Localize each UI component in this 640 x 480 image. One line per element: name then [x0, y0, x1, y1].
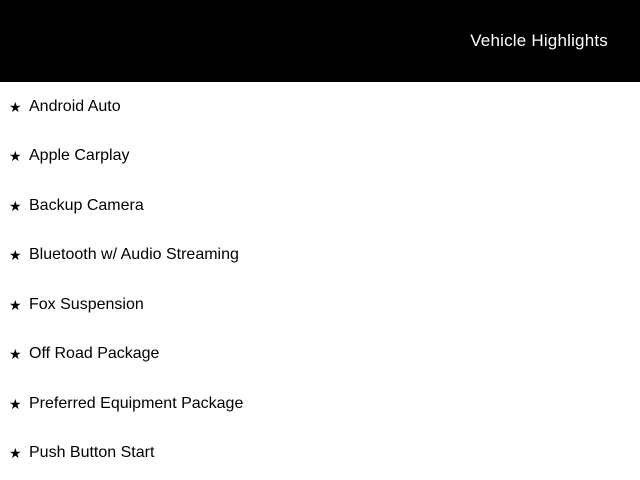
- list-item: [0, 330, 640, 380]
- list-item: [0, 231, 640, 281]
- star-bullet-icon: ★: [9, 346, 22, 363]
- highlight-label: Backup Camera: [29, 196, 144, 214]
- star-bullet-icon: ★: [9, 247, 22, 264]
- page-title: Vehicle Highlights: [470, 31, 608, 50]
- highlight-label: Preferred Equipment Package: [29, 394, 244, 412]
- list-item: [0, 280, 640, 330]
- star-bullet-icon: ★: [9, 197, 22, 214]
- star-bullet-icon: ★: [9, 148, 22, 165]
- highlight-label: Fox Suspension: [29, 295, 144, 313]
- star-bullet-icon: ★: [9, 296, 22, 313]
- star-bullet-icon: ★: [9, 445, 22, 462]
- star-bullet-icon: ★: [9, 395, 22, 412]
- page-header: [0, 0, 640, 82]
- list-item: [0, 181, 640, 231]
- star-bullet-icon: ★: [9, 98, 22, 115]
- vehicle-highlights-list: [0, 82, 640, 478]
- highlight-label: Apple Carplay: [29, 147, 130, 165]
- list-item: [0, 82, 640, 132]
- list-item: [0, 132, 640, 182]
- highlight-label: Push Button Start: [29, 444, 155, 462]
- list-item: [0, 379, 640, 429]
- list-item: [0, 429, 640, 479]
- highlight-label: Off Road Package: [29, 345, 160, 363]
- highlight-label: Android Auto: [29, 97, 121, 115]
- highlight-label: Bluetooth w/ Audio Streaming: [29, 246, 239, 264]
